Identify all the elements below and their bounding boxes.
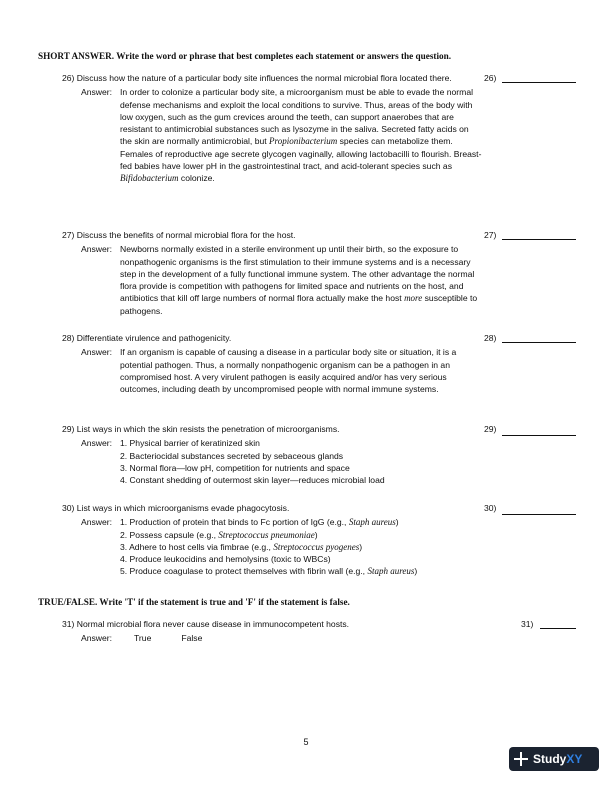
answer-26-italic-bifidobacterium: Bifidobacterium xyxy=(120,173,179,184)
list-item-text: 2. Possess capsule (e.g., xyxy=(120,529,219,540)
question-28-number: 28) xyxy=(484,333,497,343)
list-item xyxy=(120,529,482,541)
plus-icon xyxy=(509,747,533,771)
list-item: 4. Constant shedding of outermost skin layer—reduces microbial load xyxy=(120,475,385,486)
question-29-number: 29) xyxy=(484,424,497,434)
question-29 xyxy=(62,423,482,486)
question-30-text: 30) List ways in which microorganisms evade phagocytosis. xyxy=(62,503,290,513)
short-answer-header: SHORT ANSWER. Write the word or phrase that best completes each statement or answers the question. xyxy=(38,51,452,61)
question-28-text: 28) Differentiate virulence and pathogenicity. xyxy=(62,333,232,343)
list-item: 2. Bacteriocidal substances secreted by sebaceous glands xyxy=(120,450,344,461)
list-item-close: ) xyxy=(395,517,399,528)
question-27-text: 27) Discuss the benefits of normal microbial flora for the host. xyxy=(62,230,296,240)
list-item: 3. Normal flora—low pH, competition for nutrients and space xyxy=(120,462,350,473)
brand-name-xy: XY xyxy=(566,752,583,766)
list-item-species: Staph aureus xyxy=(367,566,415,577)
answer-26-part1: In order to colonize a particular body site, a microorganism must be able to evade the normal defense mechanisms and exploit the local conditions to survive. Thus, areas of the body with low oxygen, such as the gum crevices around the teeth, can support anaerobes that are resistant to antimicrobial substances such as lysozyme in the saliva. Secreted fatty acids on the skin are normally antimicrobial, but xyxy=(120,87,474,147)
list-item-text: 4. Produce leukocidins and hemolysins (toxic to WBCs) xyxy=(120,554,331,565)
question-30 xyxy=(62,502,482,578)
answer-label: Answer: xyxy=(81,438,113,449)
answer-26-part2: species can metabolize them. Females of reproductive age secrete glycogen vaginally, allowing lactobacilli to flourish. Breast-fed babies have lower pH in the gastrointestinal tract, and acid-tolerant species such as xyxy=(120,136,482,172)
list-item-species: Streptococcus pneumoniae xyxy=(218,529,315,540)
answer-27-italic-more: more xyxy=(404,293,423,304)
answer-31 xyxy=(62,632,482,644)
answer-27-part2: susceptible to pathogens. xyxy=(120,293,478,316)
answer-26 xyxy=(62,86,482,184)
answer-27-body xyxy=(120,243,482,317)
list-item-text: 5. Produce coagulase to protect themselves with fibrin wall (e.g., xyxy=(120,566,368,577)
true-false-header: TRUE/FALSE. Write 'T' if the statement is true and 'F' if the statement is false. xyxy=(38,597,350,607)
list-item-close: ) xyxy=(359,541,363,552)
answer-label: Answer: xyxy=(81,633,113,644)
answer-27-part1: Newborns normally existed in a sterile environment up until their birth, so the exposure to nonpathogenic organisms is the first stimulation to their immune systems and is a necessary step in the development of a fully functional immune system. The other advantage the normal flora provide is competition with pathogens for limited space and nutrients on the host, and antibiotics that kill off large numbers of normal flora actually make the host xyxy=(120,244,475,304)
answer-blank-29[interactable] xyxy=(502,435,576,436)
answer-30-body xyxy=(120,516,482,577)
answer-28 xyxy=(62,346,482,395)
answer-label: Answer: xyxy=(81,517,113,528)
answer-blank-30[interactable] xyxy=(502,514,576,515)
answer-label: Answer: xyxy=(81,87,113,98)
answer-blank-28[interactable] xyxy=(502,342,576,343)
question-27 xyxy=(62,229,482,317)
question-26 xyxy=(62,72,482,185)
answer-26-body xyxy=(120,86,482,184)
question-31-number: 31) xyxy=(521,619,534,629)
list-item xyxy=(120,565,482,577)
question-31-text: 31) Normal microbial flora never cause disease in immunocompetent hosts. xyxy=(62,619,350,629)
list-item-close: ) xyxy=(414,566,418,577)
list-item: 1. Physical barrier of keratinized skin xyxy=(120,438,260,449)
list-item-species: Streptococcus pyogenes xyxy=(273,541,360,552)
answer-29-body xyxy=(120,437,482,486)
page-number: 5 xyxy=(303,737,309,747)
list-item-species: Staph aureus xyxy=(348,517,396,528)
answer-30 xyxy=(62,516,482,577)
list-item-close: ) xyxy=(314,529,318,540)
option-false[interactable]: False xyxy=(181,633,203,644)
option-true[interactable]: True xyxy=(134,633,152,644)
answer-blank-31[interactable] xyxy=(540,628,576,629)
answer-29 xyxy=(62,437,482,486)
answer-28-body: If an organism is capable of causing a disease in a particular body site or situation, it is a potential pathogen. Thus, a normally nonpathogenic organism can be a pathogen in an compromised host. A very virulent pathogen is easily acquired and/or has very serious outcomes, including death by uncompromised people with normal immune systems. xyxy=(120,347,457,395)
answer-blank-26[interactable] xyxy=(502,82,576,83)
brand-name-study: Study xyxy=(533,752,567,766)
question-26-number: 26) xyxy=(484,73,497,83)
answer-label: Answer: xyxy=(81,244,113,255)
list-item xyxy=(120,553,482,565)
answer-label: Answer: xyxy=(81,347,113,358)
answer-26-italic-propionibacterium: Propionibacterium xyxy=(269,136,338,147)
list-item xyxy=(120,516,482,528)
question-29-text: 29) List ways in which the skin resists the penetration of microorganisms. xyxy=(62,424,340,434)
question-30-number: 30) xyxy=(484,503,497,513)
question-26-text: 26) Discuss how the nature of a particular body site influences the normal microbial flora located there. xyxy=(62,73,452,83)
question-27-number: 27) xyxy=(484,230,497,240)
answer-27 xyxy=(62,243,482,317)
list-item-text: 1. Production of protein that binds to Fc portion of IgG (e.g., xyxy=(120,517,349,528)
list-item-text: 3. Adhere to host cells via fimbrae (e.g., xyxy=(120,541,274,552)
question-28 xyxy=(62,332,482,395)
answer-blank-27[interactable] xyxy=(502,239,576,240)
list-item xyxy=(120,541,482,553)
answer-26-part3: colonize. xyxy=(180,173,215,184)
question-31 xyxy=(62,618,482,645)
studyxy-badge[interactable] xyxy=(509,747,599,771)
